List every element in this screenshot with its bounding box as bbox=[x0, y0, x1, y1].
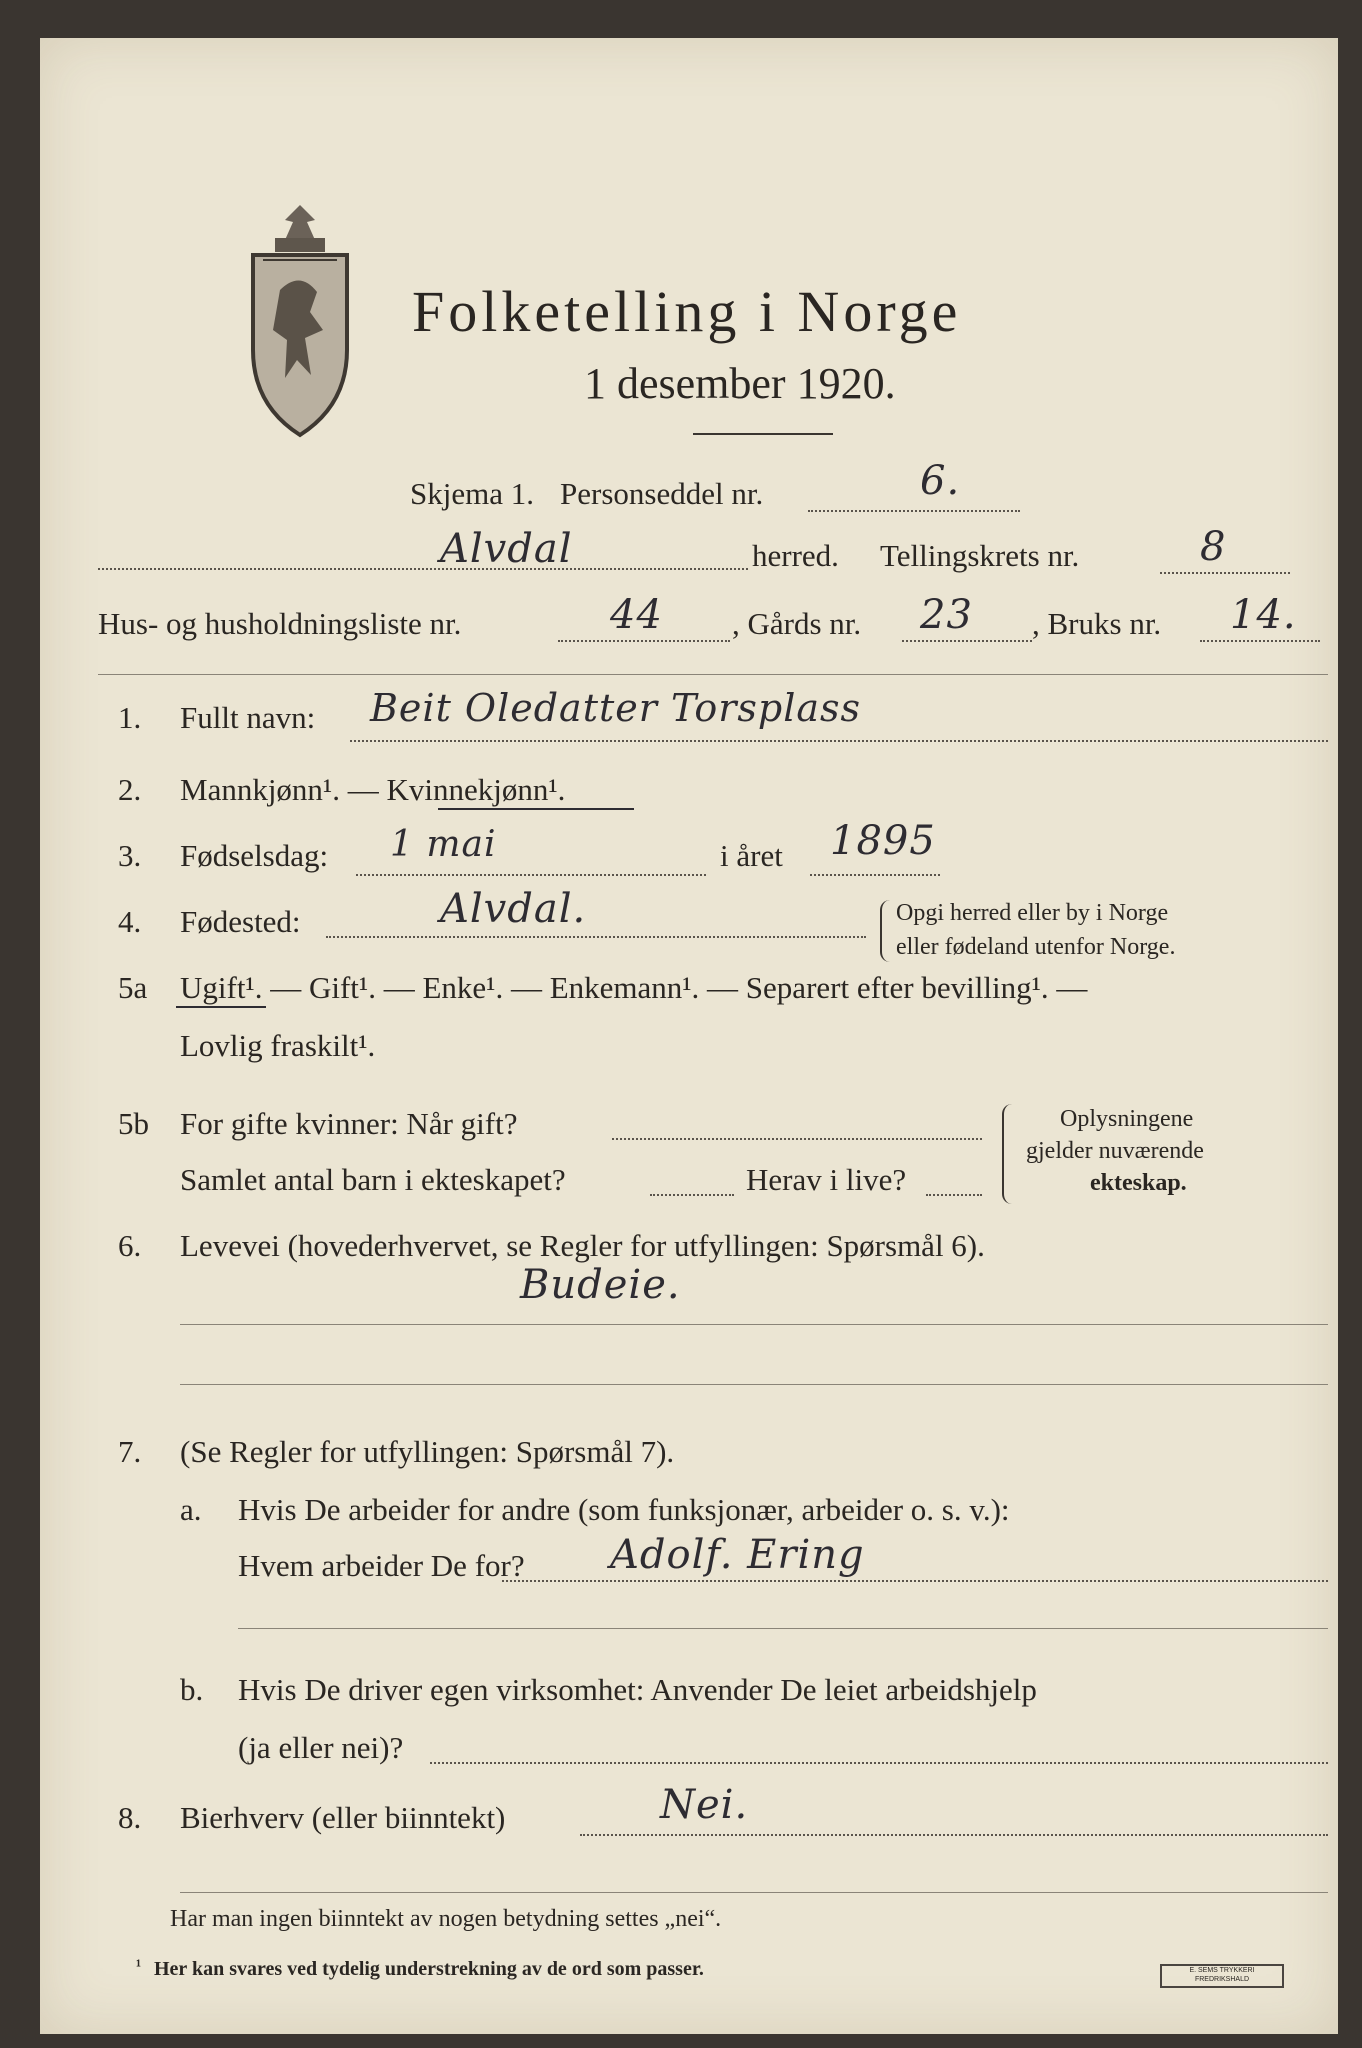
q7-number: 7. bbox=[118, 1434, 142, 1469]
q7a-employer: Adolf. Ering bbox=[610, 1532, 865, 1578]
q3-year-label: i året bbox=[720, 838, 783, 873]
tellingskrets-label: Tellingskrets nr. bbox=[880, 538, 1080, 573]
form-title: Folketelling i Norge bbox=[412, 279, 962, 344]
bruks-value: 14. bbox=[1230, 592, 1297, 638]
q2-number: 2. bbox=[118, 772, 142, 807]
personseddel-value: 6. bbox=[920, 458, 961, 504]
gards-value: 23 bbox=[920, 592, 973, 638]
skjema-label: Skjema 1. bbox=[410, 476, 534, 511]
gards-label: , Gårds nr. bbox=[732, 606, 862, 641]
q5b-brace bbox=[1002, 1104, 1014, 1204]
q6-number: 6. bbox=[118, 1228, 142, 1263]
tellingskrets-line bbox=[1160, 572, 1290, 574]
q8-side-income: Nei. bbox=[660, 1782, 749, 1828]
q3-birthday: 1 mai bbox=[390, 824, 497, 865]
footnote: Her kan svares ved tydelig understrekning av de ord som passer. bbox=[154, 1958, 704, 1980]
q7b-line1: Hvis De driver egen virksomhet: Anvender De leiet arbeidshjelp bbox=[238, 1672, 1037, 1707]
q7b-line2: (ja eller nei)? bbox=[238, 1730, 404, 1765]
footnote-mark: ¹ bbox=[136, 1956, 142, 1975]
q5b-alive-line bbox=[926, 1194, 982, 1196]
census-form-sheet bbox=[40, 38, 1338, 2034]
gards-line bbox=[902, 640, 1032, 642]
q4-note-line1: Opgi herred eller by i Norge bbox=[896, 900, 1169, 926]
q5a-number: 5a bbox=[118, 970, 148, 1005]
q1-line bbox=[350, 740, 1328, 742]
q3-year-line bbox=[810, 874, 940, 876]
title-divider bbox=[693, 433, 833, 435]
q4-brace bbox=[880, 900, 892, 962]
herred-value: Alvdal bbox=[440, 526, 573, 572]
q6-label: Levevei (hovederhvervet, se Regler for utfyllingen: Spørsmål 6). bbox=[180, 1228, 985, 1263]
q4-label: Fødested: bbox=[180, 904, 301, 939]
q5b-number: 5b bbox=[118, 1106, 149, 1141]
q4-line bbox=[326, 936, 866, 938]
q8-label: Bierhverv (eller biinntekt) bbox=[180, 1800, 506, 1835]
personseddel-line bbox=[808, 510, 1020, 512]
tellingskrets-value: 8 bbox=[1200, 524, 1227, 570]
q3-label: Fødselsdag: bbox=[180, 838, 329, 873]
q2-underline-kvinnekjonn bbox=[438, 808, 634, 810]
q4-birthplace: Alvdal. bbox=[440, 886, 587, 932]
q1-number: 1. bbox=[118, 700, 142, 735]
section-rule bbox=[98, 674, 1328, 675]
q7-label: (Se Regler for utfyllingen: Spørsmål 7). bbox=[180, 1434, 675, 1469]
q3-number: 3. bbox=[118, 838, 142, 873]
q8-number: 8. bbox=[118, 1800, 142, 1835]
q7a-extra-line bbox=[238, 1628, 1328, 1629]
norwegian-coat-of-arms-icon bbox=[245, 200, 355, 440]
q5b-children-label: Samlet antal barn i ekteskapet? bbox=[180, 1162, 566, 1197]
q7a-line2: Hvem arbeider De for? bbox=[238, 1548, 525, 1583]
herred-line bbox=[98, 568, 748, 570]
hus-line bbox=[558, 640, 730, 642]
herred-label: herred. bbox=[752, 538, 839, 573]
q8-line bbox=[580, 1834, 1328, 1836]
q5a-underline-ugift bbox=[176, 1006, 266, 1008]
q4-note-line2: eller fødeland utenfor Norge. bbox=[896, 934, 1176, 960]
q7b-answer-line bbox=[430, 1762, 1328, 1764]
q7a-line1: Hvis De arbeider for andre (som funksjonær, arbeider o. s. v.): bbox=[238, 1492, 1010, 1527]
q5b-children-line bbox=[650, 1194, 734, 1196]
personseddel-label: Personseddel nr. bbox=[560, 476, 764, 511]
q5b-note-line2: gjelder nuværende bbox=[1026, 1138, 1204, 1164]
q7a-number: a. bbox=[180, 1492, 202, 1527]
hus-label: Hus- og husholdningsliste nr. bbox=[98, 606, 462, 641]
q5a-marital-options-line2: Lovlig fraskilt¹. bbox=[180, 1028, 376, 1063]
q6-line2 bbox=[180, 1384, 1328, 1385]
footer-note: Har man ingen biinntekt av nogen betydning settes „nei“. bbox=[170, 1906, 722, 1932]
bruks-label: , Bruks nr. bbox=[1032, 606, 1162, 641]
q7a-employer-line bbox=[502, 1580, 1328, 1582]
bruks-line bbox=[1200, 640, 1320, 642]
q3-birth-year: 1895 bbox=[830, 818, 936, 864]
q6-line1 bbox=[180, 1324, 1328, 1325]
form-date: 1 desember 1920. bbox=[584, 359, 896, 408]
q6-occupation: Budeie. bbox=[520, 1262, 681, 1308]
q4-number: 4. bbox=[118, 904, 142, 939]
q5b-note-line1: Oplysningene bbox=[1060, 1106, 1194, 1132]
q3-line bbox=[356, 874, 706, 876]
q7b-number: b. bbox=[180, 1672, 204, 1707]
q5a-marital-options: Ugift¹. — Gift¹. — Enke¹. — Enkemann¹. — Separert efter bevilling¹. — bbox=[180, 970, 1088, 1005]
q5b-alive-label: Herav i live? bbox=[746, 1162, 907, 1197]
q5b-line1: For gifte kvinner: Når gift? bbox=[180, 1106, 518, 1141]
q1-label: Fullt navn: bbox=[180, 700, 316, 735]
printer-stamp: E. SEMS TRYKKERI FREDRIKSHALD bbox=[1160, 1964, 1284, 1988]
q5b-note-line3: ekteskap. bbox=[1090, 1170, 1187, 1196]
q1-full-name: Beit Oledatter Torsplass bbox=[370, 686, 862, 730]
q5b-married-line bbox=[612, 1138, 982, 1140]
q8-extra-line bbox=[180, 1892, 1328, 1893]
hus-value: 44 bbox=[610, 592, 663, 638]
q2-sex-options: Mannkjønn¹. — Kvinnekjønn¹. bbox=[180, 772, 566, 807]
